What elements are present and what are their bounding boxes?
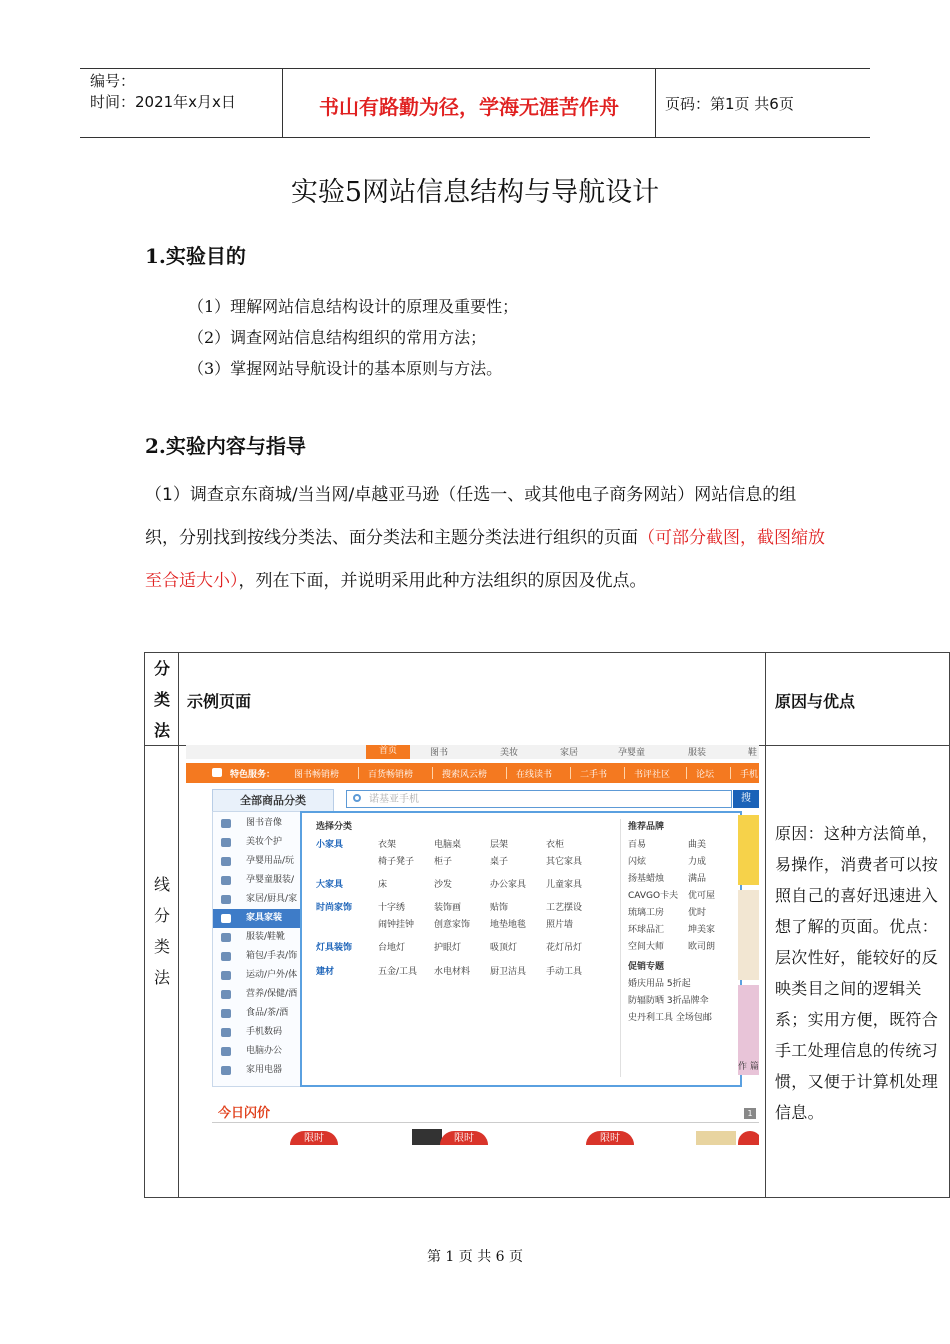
appliance-icon <box>221 1066 231 1075</box>
section-heading-content: 2.实验内容与指导 <box>145 434 306 458</box>
flash-page-number[interactable]: 1 <box>744 1108 756 1119</box>
brand-link[interactable]: 曲美 <box>688 840 707 850</box>
category-link[interactable]: 办公家具 <box>490 880 527 890</box>
sofa-icon <box>221 914 231 923</box>
phone-icon <box>221 1028 231 1037</box>
category-link[interactable]: 其它家具 <box>546 857 583 867</box>
sidebar-item[interactable]: 营养/保健/酒 <box>213 985 303 1004</box>
bar-separator <box>730 767 731 779</box>
bar-separator <box>686 767 687 779</box>
search-input[interactable] <box>346 790 732 808</box>
flyout-divider <box>620 819 621 1077</box>
brand-link[interactable]: 百易 <box>628 840 647 850</box>
limited-time-badge: 限时 <box>440 1131 488 1145</box>
category-link[interactable]: 衣柜 <box>546 840 565 850</box>
cup-icon <box>221 1009 231 1018</box>
sidebar-item[interactable]: 家用电器 <box>213 1061 303 1080</box>
bar-separator <box>506 767 507 779</box>
document-title: 实验5网站信息结构与导航设计 <box>290 177 660 208</box>
product-thumbnail[interactable] <box>696 1131 736 1145</box>
special-label: 特色服务： <box>230 770 276 780</box>
bar-separator <box>432 767 433 779</box>
sidebar-item[interactable]: 箱包/手表/饰 <box>213 947 303 966</box>
special-link[interactable]: 图书畅销榜 <box>294 770 340 780</box>
category-link[interactable]: 吸顶灯 <box>490 943 518 953</box>
content-paragraph <box>145 474 825 603</box>
flash-sale-title: 今日闪价 <box>218 1106 271 1121</box>
brand-link[interactable]: 闪炫 <box>628 857 647 867</box>
select-category-title: 选择分类 <box>316 822 353 832</box>
category-link[interactable]: 地垫地毯 <box>490 920 527 930</box>
promo-link[interactable]: 史丹利工具 全场包邮 <box>628 1013 712 1023</box>
top-tab[interactable]: 服装 <box>688 748 707 758</box>
sidebar-item[interactable]: 图书音像 <box>213 814 303 833</box>
reason-text: 原因：这种方法简单，易操作，消费者可以按照自己的喜好迅速进入想了解的页面。优点：层次性好，能较好的反映类目之间的逻辑关系；实用方便，既符合手工处理信息的传统习惯，又便于计算机处理信息。 <box>775 824 939 1122</box>
category-link[interactable]: 护眼灯 <box>434 943 462 953</box>
top-tab[interactable]: 鞋 <box>748 748 758 758</box>
col-header-method: 分类法 <box>153 659 170 740</box>
header-table <box>80 68 870 138</box>
category-link[interactable]: 花灯吊灯 <box>546 943 583 953</box>
header-left <box>90 71 236 113</box>
group-name[interactable]: 大家具 <box>316 880 344 890</box>
computer-icon <box>221 1047 231 1056</box>
category-link[interactable]: 手动工具 <box>546 967 583 977</box>
top-tab[interactable]: 家居 <box>560 748 579 758</box>
special-link[interactable]: 百货畅销榜 <box>368 770 414 780</box>
kitchen-icon <box>221 895 231 904</box>
sidebar-item[interactable]: 孕婴童服装/ <box>213 871 303 890</box>
bar-separator <box>570 767 571 779</box>
bag-icon <box>221 952 231 961</box>
row-label-line-classification: 线分类法 <box>153 875 170 987</box>
sidebar-item[interactable]: 手机数码 <box>213 1023 303 1042</box>
category-sidebar <box>212 811 304 1087</box>
promo-banner <box>738 890 759 980</box>
brand-title: 推荐品牌 <box>628 822 665 832</box>
brand-link[interactable]: 优可屋 <box>688 891 716 901</box>
category-link[interactable]: 柜子 <box>434 857 453 867</box>
category-link[interactable]: 电脑桌 <box>434 840 462 850</box>
paragraph-text: ，列在下面，并说明采用此种方法组织的原因及优点。 <box>238 571 647 591</box>
bottle-icon <box>221 857 231 866</box>
special-link[interactable]: 搜索风云榜 <box>442 770 488 780</box>
objective-item: （2）调查网站信息结构组织的常用方法； <box>188 328 487 347</box>
category-link[interactable]: 儿童家具 <box>546 880 583 890</box>
category-link[interactable]: 创意家饰 <box>434 920 471 930</box>
bar-separator <box>358 767 359 779</box>
special-link[interactable]: 在线读书 <box>516 770 553 780</box>
group-name[interactable]: 灯具装饰 <box>316 943 353 953</box>
promo-link[interactable]: 婚庆用品 5折起 <box>628 979 691 989</box>
category-link[interactable]: 十字绣 <box>378 903 406 913</box>
col-header-reason: 原因与优点 <box>775 692 856 711</box>
category-link[interactable]: 照片墙 <box>546 920 574 930</box>
category-link[interactable]: 衣架 <box>378 840 397 850</box>
book-icon <box>221 819 231 828</box>
category-link[interactable]: 工艺摆设 <box>546 903 583 913</box>
top-tab[interactable]: 孕婴童 <box>618 748 646 758</box>
section-heading-objectives: 1.实验目的 <box>145 244 246 268</box>
group-name[interactable]: 时尚家饰 <box>316 903 353 913</box>
sidebar-item[interactable]: 美妆个护 <box>213 833 303 852</box>
objective-item: （3）掌握网站导航设计的基本原则与方法。 <box>188 359 503 378</box>
limited-time-badge: 限时 <box>290 1131 338 1145</box>
special-service-bar <box>186 763 759 783</box>
special-link[interactable]: 二手书 <box>580 770 608 780</box>
category-link[interactable]: 层架 <box>490 840 509 850</box>
brand-link[interactable]: 扬基蜡烛 <box>628 874 665 884</box>
search-button[interactable]: 搜 <box>733 790 759 808</box>
promo-link[interactable]: 防辐防晒 3折品牌伞 <box>628 996 709 1006</box>
table-divider <box>765 653 766 1197</box>
baby-clothes-icon <box>221 876 231 885</box>
brand-link[interactable]: CAVGO卡夫 <box>628 891 679 901</box>
objective-item: （1）理解网站信息结构设计的原理及重要性； <box>188 297 519 316</box>
brand-link[interactable]: 满品 <box>688 874 707 884</box>
limited-time-badge <box>738 1131 759 1145</box>
promo-banner: 作 篇 <box>738 985 759 1075</box>
brand-link[interactable]: 环球品汇 <box>628 925 665 935</box>
sidebar-item[interactable]: 服装/鞋靴 <box>213 928 303 947</box>
category-link[interactable]: 闹钟挂钟 <box>378 920 415 930</box>
beauty-icon <box>221 838 231 847</box>
col-header-example: 示例页面 <box>187 692 252 711</box>
search-placeholder: 诺基亚手机 <box>369 794 419 805</box>
flash-divider <box>212 1122 759 1123</box>
group-name[interactable]: 小家具 <box>316 840 344 850</box>
number-label: 编号： <box>90 72 136 90</box>
promo-title: 促销专题 <box>628 962 665 972</box>
paragraph-red-note: （可部分截图，截图缩放至合适大小） <box>145 528 825 591</box>
sidebar-item[interactable]: 家居/厨具/家 <box>213 890 303 909</box>
sidebar-item[interactable]: 食品/茶/酒 <box>213 1004 303 1023</box>
special-link[interactable]: 手机 <box>740 770 759 780</box>
header-divider <box>282 69 283 137</box>
top-tab-active[interactable]: 首页 <box>366 745 410 759</box>
top-tab[interactable]: 美妆 <box>500 748 519 758</box>
category-link[interactable]: 台地灯 <box>378 943 406 953</box>
promo-banner <box>738 815 759 885</box>
brand-link[interactable]: 欧司朗 <box>688 942 716 952</box>
header-motto: 书山有路勤为径，学海无涯苦作舟 <box>319 95 619 119</box>
category-link[interactable]: 水电材料 <box>434 967 471 977</box>
category-flyout <box>300 811 742 1087</box>
category-link[interactable]: 厨卫洁具 <box>490 967 527 977</box>
category-link[interactable]: 装饰画 <box>434 903 462 913</box>
category-link[interactable]: 桌子 <box>490 857 509 867</box>
sidebar-item[interactable]: 电脑办公 <box>213 1042 303 1061</box>
category-link[interactable]: 五金/工具 <box>378 967 418 977</box>
header-page-info: 页码：第1页 共6页 <box>665 95 794 113</box>
all-categories-header[interactable]: 全部商品分类 <box>212 789 334 813</box>
bar-separator <box>624 767 625 779</box>
search-icon <box>353 794 361 802</box>
pill-icon <box>221 990 231 999</box>
top-nav <box>186 745 759 759</box>
special-link[interactable]: 书评社区 <box>634 770 671 780</box>
category-link[interactable]: 贴饰 <box>490 903 509 913</box>
brand-link[interactable]: 空间大师 <box>628 942 665 952</box>
category-link[interactable]: 床 <box>378 880 388 890</box>
brand-link[interactable]: 优时 <box>688 908 707 918</box>
sidebar-item-active[interactable]: 家具家装 <box>213 909 303 928</box>
special-link[interactable]: 论坛 <box>696 770 715 780</box>
time-label: 时间：2021年x月x日 <box>90 93 236 111</box>
category-link[interactable]: 沙发 <box>434 880 453 890</box>
table-divider <box>178 653 179 1197</box>
sidebar-item[interactable]: 孕婴用品/玩 <box>213 852 303 871</box>
brand-link[interactable]: 琉璃工房 <box>628 908 665 918</box>
shirt-icon <box>221 933 231 942</box>
category-link[interactable]: 椅子凳子 <box>378 857 415 867</box>
brand-link[interactable]: 力成 <box>688 857 707 867</box>
group-name[interactable]: 建材 <box>316 967 335 977</box>
example-screenshot <box>186 745 759 1145</box>
brand-link[interactable]: 坤美家 <box>688 925 716 935</box>
product-thumbnail[interactable] <box>412 1129 442 1145</box>
page-footer: 第 1 页 共 6 页 <box>426 1249 524 1265</box>
ball-icon <box>221 971 231 980</box>
paragraph-text: （1）调查京东商城/当当网/卓越亚马逊（任选一、或其他电子商务网站）网站信息的组织，分别找到按线分类法、面分类法和主题分类法进行组织的页面 <box>145 485 797 548</box>
speaker-icon <box>212 768 222 777</box>
header-divider <box>655 69 656 137</box>
limited-time-badge: 限时 <box>586 1131 634 1145</box>
sidebar-item[interactable]: 运动/户外/体 <box>213 966 303 985</box>
top-tab[interactable]: 图书 <box>430 748 449 758</box>
